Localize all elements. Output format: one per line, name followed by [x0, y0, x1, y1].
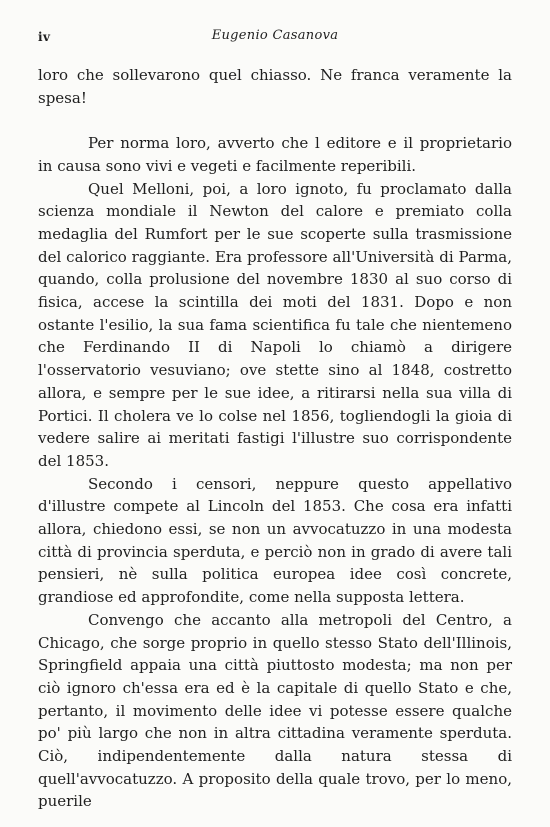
paragraph: Quel Melloni, poi, a loro ignoto, fu proclamato dalla scienza mondiale il Newton del calore e premiato colla medaglia del Rumfort per le sue scoperte sulla trasmissione del calorico raggiante. Era professore all'Università di Parma, quando, colla prolusione del novembre 1830 al suo corso di fisica, accese la scintilla dei moti del 1831. Dopo e non ostante l'esilio, la sua fama scientifica fu tale che nientemeno che Ferdinando II di Napoli lo chiamò a dirigere l'osservatorio vesuviano; ove stette sino al 1848, costretto allora, e sempre per le sue idee, a ritirarsi nella sua villa di Portici. Il cholera ve lo colse nel 1856, togliendogli la gioia di vedere salire ai meritati fastigi l'illustre suo corrispondente del 1853. [38, 179, 512, 470]
paragraph: Per norma loro, avverto che l editore e il proprietario in causa sono vivi e vegeti e facilmente reperibili. [38, 134, 512, 175]
paragraph-gap [38, 109, 512, 132]
paragraph: Convengo che accanto alla metropoli del Centro, a Chicago, che sorge proprio in quello stesso Stato dell'Illinois, Springfield appaia una città piuttosto modesta; ma non per ciò ignoro ch'essa era ed è la capitale di quello Stato e che, pertanto, il movimento delle idee vi potesse essere qualche po' più largo che non in altra cittadina veramente sperduta. Ciò, indipendentemente dalla natura stessa di quell'avvocatuzzo. A proposito della quale trovo, per lo meno, puerile [38, 610, 512, 811]
running-head: Eugenio Casanova [211, 28, 339, 43]
page-header [38, 28, 512, 50]
page-number: iv [38, 30, 51, 44]
paragraph: Secondo i censori, neppure questo appellativo d'illustre compete al Lincoln del 1853. Che cosa era infatti allora, chiedono essi, se non un avvocatuzzo in una modesta città di provincia sperduta, e perciò non in grado di avere tali pensieri, nè sulla politica europea idee così concrete, grandiose ed approfondite, come nella supposta lettera. [38, 474, 512, 607]
body-text [38, 64, 512, 813]
paragraph: loro che sollevarono quel chiasso. Ne franca veramente la spesa! [38, 66, 512, 107]
